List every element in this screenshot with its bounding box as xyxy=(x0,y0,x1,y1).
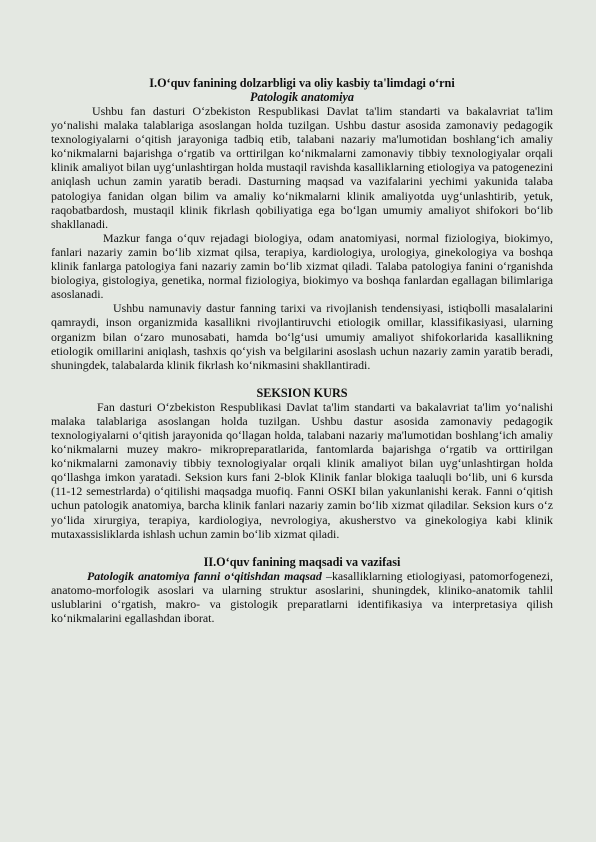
section-title-goals: II.O‘quv fanining maqsadi va vazifasi xyxy=(203,554,401,569)
paragraph-sectional-course: Fan dasturi O‘zbekiston Respublikasi Davlat ta'lim standarti va bakalavriat ta'lim yo‘nalishi malaka talablariga asoslangan holda tuzilgan. Ushbu dastur asosida zamonaviy pedagogik texnologiyalarni o‘qitish jarayonida qo‘llagan holda, talabani nazariy ma'lumotidan boshlang‘ich amaliy ko‘nikmalarni muzey makro- mikropreparatlarida, fantomlarda bajarishga o‘rgatib va orttirilgan ko‘nikmalarni zamonaviy tibbiy texnologiyalar orqali klinik amaliyot bilan uyg‘unlashtirgan holda qo‘llashga imkon yaratadi. Seksion kurs fani 2-blok Klinik fanlar blokiga taaluqli bo‘lib, uni 6 kursda (11-12 semestrlarda) o‘qitilishi maqsadga muofiq. Fanni OSKI bilan yakunlanishi kerak. Fanni o‘qitish uchun patologik anatomiya, barcha klinik fanlari nazariy zamin bo‘lib xizmat qiladilar. Seksion kurs o‘z yo‘lida xirurgiya, terapiya, kardiologiya, nevrologiya, akusherstvo va ginekologiya kabi klinik mutaxassisliklarda ishlash uchun zamin bo‘lib xizmat qiladi. xyxy=(51,399,553,541)
spacer xyxy=(51,372,553,386)
paragraph-program-basis: Ushbu fan dasturi O‘zbekiston Respublikasi Davlat ta'lim standarti va bakalavriat ta'lim yo‘nalishi malaka talablariga asoslangan holda tuzilgan. Ushbu dastur asosida zamonaviy pedagogik texnologiyalarni o‘qitish jarayoniga tadbiq etib, talabani nazariy ma'lumotidan boshlang‘ich amaliy ko‘nikmalarni bajarishga o‘rgatib va orttirilgan ko‘nikmalarni zamonaviy tibbiy texnologiyalar orqali klinik amaliyot bilan uyg‘unlashtirgan holda mustaqil ravishda kasalliklarning etiologiya va patogenezini aniqlash uchun zamin yaratib beradi. Dasturning maqsad va vazifalarini yechimi yakunida talaba patologiya fanidan olgan bilim va amaliy ko‘nikmalarni klinik amaliyotda uyg‘unlashtirib, yetuk, raqobatbardosh, mustaqil klinik fikrlash qobiliyatiga ega bo‘lgan umumiy amaliyot shifokori bo‘lib shakllanadi. xyxy=(51,104,553,231)
spacer xyxy=(51,541,553,555)
paragraph-goals xyxy=(51,569,553,625)
goal-text: –kasalliklarning etiologiyasi, patomorfogenezi, anatomo-morfologik asoslari va ularning struktur asoslarini, shuningdek, kliniko-anatomik tahlil uslublarini o‘rgatish, makro- va gistologik preparatlarni identifikasiya va interpretasiya qilish ko‘nikmalarini egallashdan iborat. xyxy=(51,568,553,625)
section-title-relevance: I.O‘quv fanining dolzarbligi va oliy kasbiy ta'limdagi o‘rni xyxy=(149,76,455,90)
paragraph-program-scope: Ushbu namunaviy dastur fanning tarixi va rivojlanish tendensiyasi, istiqbolli masalalarini qamraydi, inson organizmida kasallikni rivojlantiruvchi etiologik omillar, klassifikasiyasi, ularning organizm bilan o‘zaro munosabati, hamda bo‘lg‘usi umumiy amaliyot shifokorlarida kasallikning etiologik omillarini aniqlash, tashxis qo‘yish va belgilarini asoslash uchun nazariy zamin yaratib beradi, shuningdek, talabalarda klinik fikrlash ko‘nikmasini shakllantiradi. xyxy=(51,301,553,372)
section-title-sectional-course: SEKSION KURS xyxy=(256,385,348,400)
paragraph-related-subjects: Mazkur fanga o‘quv rejadagi biologiya, odam anatomiyasi, normal fiziologiya, biokimyo, fanlari nazariy zamin bo‘lib xizmat qilsa, terapiya, kardiologiya, urologiya, ginekologiya va boshqa klinik fanlarga patologiya fani nazariy zamin bo‘lib xizmat qiladi. Talaba patologiya fanini o‘rganishda biologiya, gistologiya, genetika, normal fiziologiya, biokimyo va boshqa fanlardan egallagan bilimlariga asoslanadi. xyxy=(51,230,553,302)
goal-term: Patologik anatomiya fanni o‘qitishdan maqsad xyxy=(87,568,322,583)
subtitle-pathological-anatomy: Patologik anatomiya xyxy=(250,90,354,104)
